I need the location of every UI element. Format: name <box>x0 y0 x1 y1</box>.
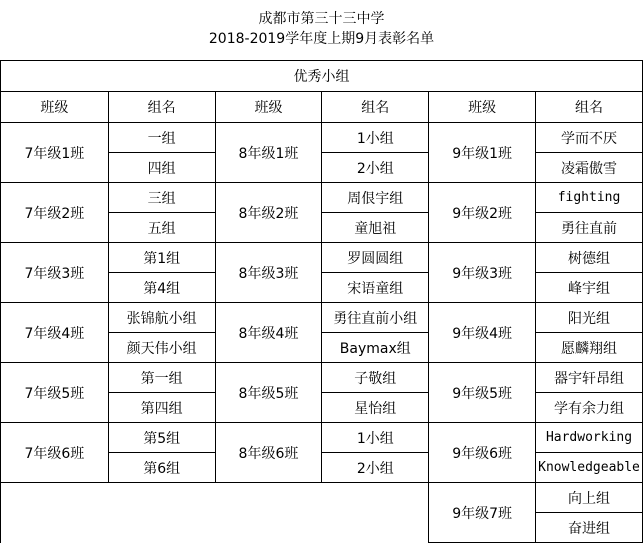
header-class: 班级 <box>429 92 536 123</box>
group-name-cell: 树德组 <box>536 243 643 273</box>
group-name-cell: 峰宇组 <box>536 273 643 303</box>
group-name-cell: 学而不厌 <box>536 123 643 153</box>
header-group-name: 组名 <box>108 92 215 123</box>
group-name-cell: 勇往直前小组 <box>322 303 429 333</box>
class-cell: 9年级6班 <box>429 423 536 483</box>
class-cell: 8年级3班 <box>215 243 322 303</box>
class-cell: 7年级5班 <box>1 363 109 423</box>
group-name-cell: 一组 <box>108 123 215 153</box>
table-row <box>1 123 643 153</box>
group-name-cell: 周佷宇组 <box>322 183 429 213</box>
header-group-name: 组名 <box>322 92 429 123</box>
group-name-cell: 四组 <box>108 153 215 183</box>
class-cell: 9年级3班 <box>429 243 536 303</box>
table-row <box>1 183 643 213</box>
group-name-cell: 第一组 <box>108 363 215 393</box>
header-class: 班级 <box>1 92 109 123</box>
group-name-cell: 星怡组 <box>322 393 429 423</box>
group-name-cell: 勇往直前 <box>536 213 643 243</box>
group-name-cell: 第1组 <box>108 243 215 273</box>
empty-cell <box>1 483 429 543</box>
class-cell: 9年级5班 <box>429 363 536 423</box>
table-row <box>1 243 643 273</box>
group-name-cell: 奋进组 <box>536 513 643 543</box>
class-cell: 7年级2班 <box>1 183 109 243</box>
table-row <box>1 363 643 393</box>
class-cell: 9年级4班 <box>429 303 536 363</box>
group-name-cell: 第四组 <box>108 393 215 423</box>
group-name-cell: 罗圆圆组 <box>322 243 429 273</box>
group-name-cell: 第4组 <box>108 273 215 303</box>
group-name-cell: 2小组 <box>322 153 429 183</box>
group-name-cell: 器宇轩昂组 <box>536 363 643 393</box>
class-cell: 9年级7班 <box>429 483 536 543</box>
group-name-cell: 凌霜傲雪 <box>536 153 643 183</box>
group-name-cell: 三组 <box>108 183 215 213</box>
header-class: 班级 <box>215 92 322 123</box>
group-name-cell: fighting <box>536 183 643 213</box>
group-name-cell: 五组 <box>108 213 215 243</box>
class-cell: 8年级5班 <box>215 363 322 423</box>
section-title: 优秀小组 <box>1 61 643 92</box>
group-name-cell: 童旭祖 <box>322 213 429 243</box>
group-name-cell: 子敬组 <box>322 363 429 393</box>
group-name-cell: 1小组 <box>322 123 429 153</box>
group-name-cell: 宋语童组 <box>322 273 429 303</box>
class-cell: 9年级1班 <box>429 123 536 183</box>
group-name-cell: 阳光组 <box>536 303 643 333</box>
class-cell: 8年级2班 <box>215 183 322 243</box>
group-name-cell: 向上组 <box>536 483 643 513</box>
class-cell: 9年级2班 <box>429 183 536 243</box>
group-name-cell: Knowledgeable <box>536 453 643 483</box>
class-cell: 7年级3班 <box>1 243 109 303</box>
table-row <box>1 423 643 453</box>
class-cell: 8年级6班 <box>215 423 322 483</box>
class-cell: 8年级4班 <box>215 303 322 363</box>
group-name-cell: 第5组 <box>108 423 215 453</box>
group-name-cell: Hardworking <box>536 423 643 453</box>
school-name: 成都市第三十三中学 <box>258 11 385 27</box>
class-cell: 7年级4班 <box>1 303 109 363</box>
group-name-cell: Baymax组 <box>322 333 429 363</box>
award-table <box>0 60 643 543</box>
class-cell: 7年级6班 <box>1 423 109 483</box>
group-name-cell: 颜天伟小组 <box>108 333 215 363</box>
group-name-cell: 1小组 <box>322 423 429 453</box>
header-group-name: 组名 <box>536 92 643 123</box>
group-name-cell: 第6组 <box>108 453 215 483</box>
class-cell: 7年级1班 <box>1 123 109 183</box>
table-row <box>1 483 643 513</box>
group-name-cell: 2小组 <box>322 453 429 483</box>
group-name-cell: 学有余力组 <box>536 393 643 423</box>
table-row <box>1 303 643 333</box>
class-cell: 8年级1班 <box>215 123 322 183</box>
group-name-cell: 张锦航小组 <box>108 303 215 333</box>
group-name-cell: 愿麟翔组 <box>536 333 643 363</box>
document-title: 2018-2019学年度上期9月表彰名单 <box>208 31 435 47</box>
